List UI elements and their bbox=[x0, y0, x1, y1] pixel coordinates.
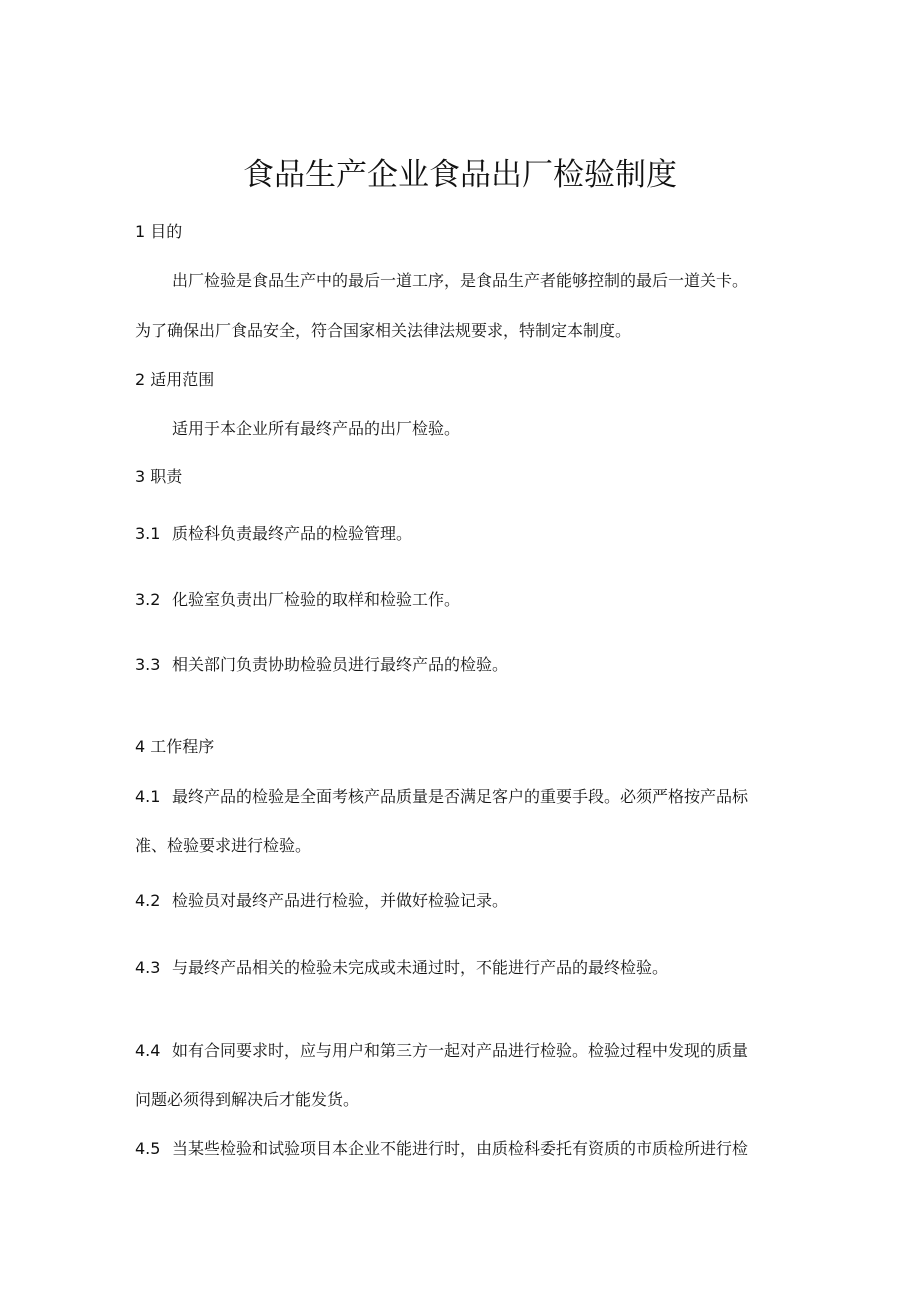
list-item bbox=[135, 523, 412, 545]
page-title: 食品生产企业食品出厂检验制度 bbox=[243, 156, 677, 193]
list-item bbox=[135, 890, 508, 912]
scope-paragraph: 适用于本企业所有最终产品的出厂检验。 bbox=[172, 419, 461, 438]
section-heading-procedure: 4 工作程序 bbox=[135, 737, 215, 756]
section-heading-purpose: 1 目的 bbox=[135, 222, 183, 241]
list-item bbox=[135, 957, 668, 979]
item-text: 质检科负责最终产品的检验管理。 bbox=[172, 524, 413, 543]
item-text: 如有合同要求时，应与用户和第三方一起对产品进行检验。检验过程中发现的质量 bbox=[172, 1041, 749, 1060]
item-text: 检验员对最终产品进行检验，并做好检验记录。 bbox=[172, 891, 509, 910]
item-number: 3.3 bbox=[135, 655, 161, 674]
purpose-paragraph-line-1: 出厂检验是食品生产中的最后一道工序，是食品生产者能够控制的最后一道关卡。 bbox=[172, 271, 749, 290]
section-heading-scope: 2 适用范围 bbox=[135, 370, 215, 389]
item-number: 4.4 bbox=[135, 1041, 161, 1060]
item-number: 4.2 bbox=[135, 891, 161, 910]
item-text: 相关部门负责协助检验员进行最终产品的检验。 bbox=[172, 655, 509, 674]
list-item bbox=[135, 589, 460, 611]
item-number: 4.1 bbox=[135, 787, 161, 806]
list-item-continuation: 问题必须得到解决后才能发货。 bbox=[135, 1090, 360, 1109]
item-number: 4.5 bbox=[135, 1139, 161, 1158]
item-number: 4.3 bbox=[135, 958, 161, 977]
item-text: 化验室负责出厂检验的取样和检验工作。 bbox=[172, 590, 461, 609]
list-item bbox=[135, 1138, 748, 1160]
list-item bbox=[135, 786, 748, 808]
item-text: 与最终产品相关的检验未完成或未通过时，不能进行产品的最终检验。 bbox=[172, 958, 669, 977]
section-heading-responsibilities: 3 职责 bbox=[135, 467, 183, 486]
item-number: 3.2 bbox=[135, 590, 161, 609]
list-item bbox=[135, 654, 508, 676]
item-text: 最终产品的检验是全面考核产品质量是否满足客户的重要手段。必须严格按产品标 bbox=[172, 787, 749, 806]
purpose-paragraph-line-2: 为了确保出厂食品安全，符合国家相关法律法规要求，特制定本制度。 bbox=[135, 321, 632, 340]
list-item bbox=[135, 1040, 748, 1062]
item-number: 3.1 bbox=[135, 524, 161, 543]
list-item-continuation: 准、检验要求进行检验。 bbox=[135, 836, 312, 855]
item-text: 当某些检验和试验项目本企业不能进行时，由质检科委托有资质的市质检所进行检 bbox=[172, 1139, 749, 1158]
